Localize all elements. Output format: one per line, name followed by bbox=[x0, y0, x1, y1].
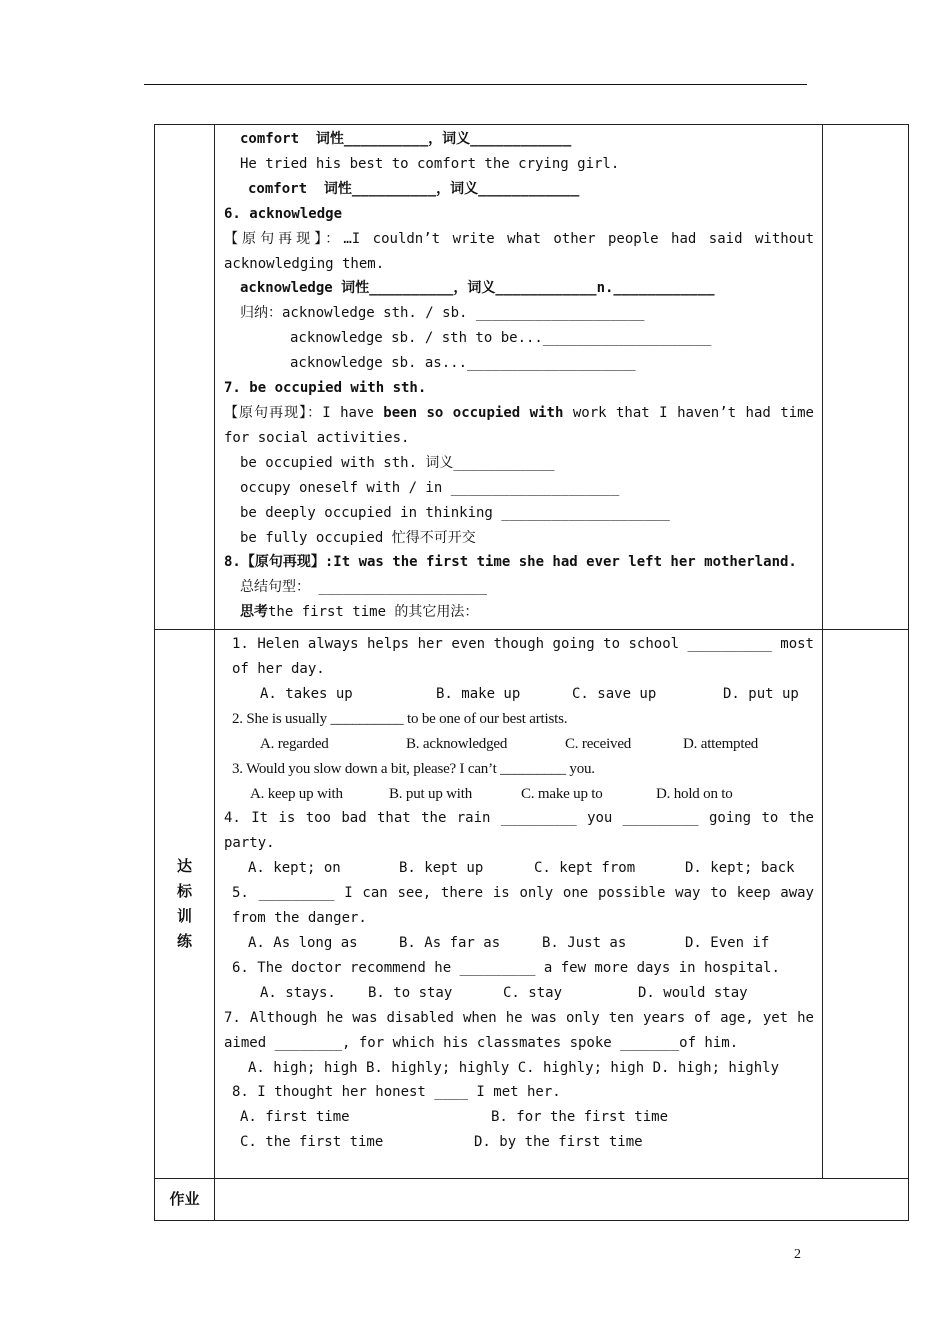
item-6-source: 【原句再现】：…I couldn’t write what other people had said without acknowledging them. bbox=[224, 230, 814, 272]
q1-option-d[interactable]: D. put up bbox=[723, 685, 799, 702]
q1-option-b[interactable]: B. make up bbox=[436, 685, 521, 702]
q5-option-a[interactable]: A. As long as bbox=[248, 935, 358, 951]
question-2-options bbox=[224, 732, 814, 757]
q5-option-c[interactable]: B. Just as bbox=[542, 935, 627, 951]
q4-option-c[interactable]: C. kept from bbox=[534, 860, 636, 877]
q3-option-a[interactable]: A. keep up with bbox=[250, 785, 343, 802]
think-label: 思考 bbox=[240, 604, 268, 621]
practice-cell bbox=[215, 630, 823, 1179]
practice-label: 达标训练 bbox=[176, 857, 192, 951]
question-8: 8. I thought her honest ____ I met her. bbox=[232, 1084, 561, 1101]
item-7-source-c: work that I haven’t had time for social activities. bbox=[224, 404, 814, 446]
notes-cell bbox=[215, 125, 823, 630]
question-1: 1. Helen always helps her even though going to school __________ most of her day. bbox=[232, 636, 814, 678]
q2-option-b[interactable]: B. acknowledged bbox=[406, 735, 508, 752]
q8-option-d[interactable]: D. by the first time bbox=[474, 1134, 643, 1151]
occupied-line-4: be fully occupied 忙得不可开交 bbox=[240, 529, 476, 546]
question-3: 3. Would you slow down a bit, please? I can’t _________ you. bbox=[232, 760, 595, 777]
question-5: 5. _________ I can see, there is only one possible way to keep away from the danger. bbox=[232, 885, 814, 927]
question-7-options: A. high; high B. highly; highly C. highly; high D. high; highly bbox=[248, 1059, 780, 1076]
q1-option-c[interactable]: C. save up bbox=[572, 685, 657, 702]
question-8-options-2 bbox=[224, 1130, 814, 1155]
q6-option-a[interactable]: A. stays. bbox=[260, 984, 336, 1001]
q3-option-b[interactable]: B. put up with bbox=[389, 785, 473, 802]
acknowledge-summary-3: acknowledge sb. as...____________________ bbox=[290, 355, 636, 372]
acknowledge-pos-line: acknowledge 词性__________，词义____________n.____________ bbox=[240, 280, 715, 297]
q8-option-a[interactable]: A. first time bbox=[240, 1109, 350, 1126]
q2-option-a[interactable]: A. regarded bbox=[260, 735, 329, 752]
homework-label-cell bbox=[155, 1179, 215, 1221]
question-7: 7. Although he was disabled when he was only ten years of age, yet he aimed ________, for which his classmates spoke _______of him. bbox=[224, 1009, 814, 1051]
q2-option-d[interactable]: D. attempted bbox=[683, 735, 759, 752]
q6-option-d[interactable]: D. would stay bbox=[638, 984, 748, 1001]
question-4: 4. It is too bad that the rain _________ you _________ going to the party. bbox=[224, 810, 814, 852]
question-1-options bbox=[224, 682, 814, 707]
question-8-options-1 bbox=[224, 1105, 814, 1130]
header-rule bbox=[144, 84, 807, 85]
item-7-source-a: 【原句再现】：I have bbox=[224, 404, 384, 421]
q1-option-a[interactable]: A. takes up bbox=[260, 685, 353, 702]
q4-option-a[interactable]: A. kept; on bbox=[248, 860, 341, 877]
practice-label-cell bbox=[155, 630, 215, 1179]
q8-option-c[interactable]: C. the first time bbox=[240, 1134, 384, 1151]
question-5-options bbox=[224, 931, 814, 956]
homework-label: 作业 bbox=[169, 1190, 200, 1209]
comfort-example: He tried his best to comfort the crying girl. bbox=[240, 155, 620, 172]
item-8-think bbox=[224, 600, 814, 625]
page-number: 2 bbox=[794, 1247, 801, 1262]
think-text: the first time 的其它用法： bbox=[268, 604, 479, 621]
acknowledge-summary-1: 归纳：acknowledge sth. / sb. ____________________ bbox=[240, 305, 645, 322]
q6-option-b[interactable]: B. to stay bbox=[368, 984, 453, 1001]
q2-option-c[interactable]: C. received bbox=[565, 735, 632, 752]
q3-option-c[interactable]: C. make up to bbox=[521, 785, 603, 802]
occupied-line-2: occupy oneself with / in ____________________ bbox=[240, 479, 620, 496]
item-8-summary: 总结句型： ____________________ bbox=[240, 579, 488, 596]
q6-option-c[interactable]: C. stay bbox=[503, 984, 563, 1001]
comfort-line-2: comfort 词性__________，词义____________ bbox=[248, 180, 580, 197]
worksheet-table bbox=[154, 124, 909, 1221]
right-cell-top bbox=[823, 125, 909, 630]
item-7-source-bold: been so occupied with bbox=[383, 404, 564, 421]
item-6-heading: 6. acknowledge bbox=[224, 205, 343, 222]
item-7-source bbox=[224, 401, 814, 451]
question-3-options bbox=[224, 782, 814, 807]
question-6: 6. The doctor recommend he _________ a few more days in hospital. bbox=[232, 959, 780, 976]
left-cell-top bbox=[155, 125, 215, 630]
q5-option-b[interactable]: B. As far as bbox=[399, 935, 501, 951]
comfort-line-1: comfort 词性__________，词义____________ bbox=[240, 131, 572, 147]
q3-option-d[interactable]: D. hold on to bbox=[656, 785, 733, 802]
homework-cell[interactable] bbox=[215, 1179, 909, 1221]
q4-option-b[interactable]: B. kept up bbox=[399, 860, 484, 877]
item-8-source: 8.【原句再现】:It was the first time she had ever left her motherland. bbox=[224, 554, 797, 571]
question-4-options bbox=[224, 856, 814, 881]
item-7-heading: 7. be occupied with sth. bbox=[224, 380, 427, 397]
occupied-line-3: be deeply occupied in thinking ____________________ bbox=[240, 504, 670, 521]
q4-option-d[interactable]: D. kept; back bbox=[685, 860, 795, 877]
q8-option-b[interactable]: B. for the first time bbox=[491, 1109, 669, 1126]
question-2: 2. She is usually __________ to be one of our best artists. bbox=[232, 710, 568, 727]
question-6-options bbox=[224, 981, 814, 1006]
right-cell-middle bbox=[823, 630, 909, 1179]
acknowledge-summary-2: acknowledge sb. / sth to be...____________________ bbox=[290, 330, 712, 347]
q5-option-d[interactable]: D. Even if bbox=[685, 935, 770, 951]
occupied-line-1: be occupied with sth. 词义____________ bbox=[240, 454, 555, 471]
